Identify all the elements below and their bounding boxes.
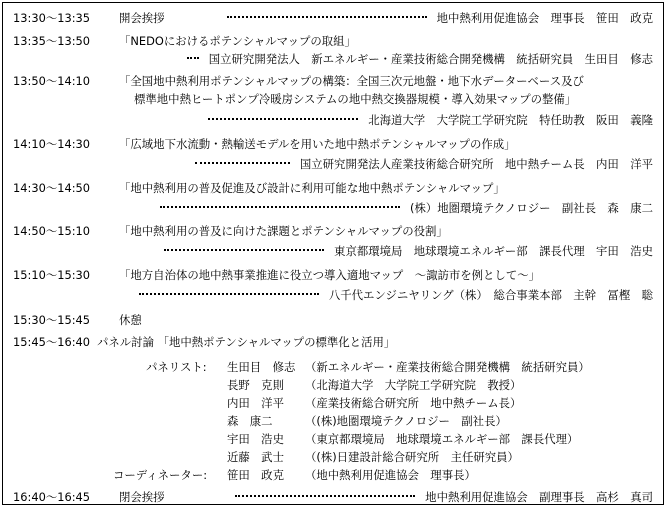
panelists-label: パネリスト: bbox=[146, 360, 207, 374]
panelist-name: 森 康二 bbox=[227, 414, 273, 428]
speaker: 地中熱利用促進協会 理事長 笹田 政克 bbox=[436, 11, 653, 25]
panelist-affiliation: （新エネルギー・産業技術総合開発機構 統括研究員） bbox=[305, 360, 590, 374]
leader-dots bbox=[187, 57, 199, 59]
session-title: 「NEDOにおけるポテンシャルマップの取組」 bbox=[119, 34, 356, 48]
time-slot: 14:10～14:30 bbox=[13, 137, 91, 151]
speaker: (株）地圏環境テクノロジー 副社長 森 康二 bbox=[410, 201, 653, 215]
coordinator-name: 笹田 政克 bbox=[227, 468, 284, 482]
panelist-name: 近藤 武士 bbox=[227, 450, 284, 464]
program-row bbox=[3, 73, 663, 89]
leader-dots bbox=[235, 495, 415, 497]
panelist-affiliation: （産業技術総合研究所 地中熱チーム長） bbox=[305, 396, 522, 410]
panelist-affiliation: （(株)日建設計総合研究所 主任研究員） bbox=[305, 450, 519, 464]
speaker-row bbox=[3, 156, 663, 172]
time-slot: 15:30～15:45 bbox=[13, 313, 91, 327]
program-row bbox=[3, 334, 663, 350]
session-title-line2: 標準地中熱ヒートポンプ冷暖房システムの地中熱交換器規模・導入効果マップの整備」 bbox=[134, 92, 577, 106]
coordinator-label: コーディネーター: bbox=[113, 468, 208, 482]
time-slot: 13:50～14:10 bbox=[13, 74, 91, 88]
program-row bbox=[3, 312, 663, 328]
panelist-row bbox=[3, 395, 663, 411]
session-title: 閉会挨拶 bbox=[119, 490, 165, 504]
time-slot: 14:30～14:50 bbox=[13, 181, 91, 195]
time-slot: 15:10～15:30 bbox=[13, 268, 91, 282]
panelist-row bbox=[3, 449, 663, 465]
coordinator-affiliation: （地中熱利用促進協会 理事長） bbox=[305, 468, 476, 482]
leader-dots bbox=[160, 206, 400, 208]
panelist-name: 内田 洋平 bbox=[227, 396, 284, 410]
time-slot: 13:35～13:50 bbox=[13, 34, 91, 48]
panelist-row bbox=[3, 377, 663, 393]
program-row bbox=[3, 489, 663, 505]
session-title: 開会挨拶 bbox=[119, 11, 165, 25]
session-title: 「地中熱利用の普及に向けた課題とポテンシャルマップの役割」 bbox=[119, 224, 448, 238]
panelist-name: 宇田 浩史 bbox=[227, 432, 284, 446]
coordinator-row bbox=[3, 467, 663, 483]
program-row bbox=[3, 10, 663, 26]
panelist-row bbox=[3, 431, 663, 447]
speaker: 国立研究開発法人 新エネルギー・産業技術総合開発機構 統括研究員 生田目 修志 bbox=[208, 52, 653, 66]
panelist-row bbox=[3, 413, 663, 429]
session-title: 「地方自治体の地中熱事業推進に役立つ導入適地マップ ～諏訪市を例として～」 bbox=[119, 268, 540, 282]
program-row bbox=[3, 223, 663, 239]
session-title: パネル討論 「地中熱ポテンシャルマップの標準化と活用」 bbox=[97, 335, 396, 349]
leader-dots bbox=[208, 118, 358, 120]
program-row bbox=[3, 33, 663, 49]
speaker-row bbox=[3, 287, 663, 303]
leader-dots bbox=[139, 293, 319, 295]
session-title-line1: 「全国地中熱利用ポテンシャルマップの構築：全国三次元地盤・地下水データーベース及び bbox=[119, 74, 584, 88]
program-row bbox=[3, 267, 663, 283]
panelist-row bbox=[3, 359, 663, 375]
program-row bbox=[3, 136, 663, 152]
program-row bbox=[3, 180, 663, 196]
time-slot: 16:40～16:45 bbox=[13, 490, 91, 504]
panelist-affiliation: （北海道大学 大学院工学研究院 教授） bbox=[305, 378, 522, 392]
panelist-affiliation: （東京都環境局 地球環境エネルギー部 課長代理） bbox=[305, 432, 579, 446]
speaker: 北海道大学 大学院工学研究院 特任助教 阪田 義隆 bbox=[368, 113, 653, 127]
speaker: 東京都環境局 地球環境エネルギー部 課長代理 宇田 浩史 bbox=[334, 244, 653, 258]
speaker-row bbox=[3, 243, 663, 259]
program-table bbox=[2, 2, 664, 505]
session-title: 「広域地下水流動・熱輸送モデルを用いた地中熱ポテンシャルマップの作成」 bbox=[119, 137, 516, 151]
speaker: 地中熱利用促進協会 副理事長 高杉 真司 bbox=[425, 490, 653, 504]
leader-dots bbox=[195, 162, 290, 164]
speaker: 八千代エンジニヤリング（株） 総合事業本部 主幹 冨樫 聡 bbox=[328, 288, 653, 302]
speaker-row bbox=[3, 200, 663, 216]
leader-dots bbox=[227, 16, 427, 18]
title-continuation bbox=[3, 91, 663, 107]
panelist-name: 生田目 修志 bbox=[227, 360, 296, 374]
speaker: 国立研究開発法人産業技術総合研究所 地中熱チーム長 内田 洋平 bbox=[299, 157, 653, 171]
session-title: 「地中熱利用の普及促進及び設計に利用可能な地中熱ポテンシャルマップ」 bbox=[119, 181, 505, 195]
panelist-affiliation: （(株)地圏環境テクノロジー 副社長） bbox=[305, 414, 507, 428]
time-slot: 14:50～15:10 bbox=[13, 224, 91, 238]
session-title: 休憩 bbox=[119, 313, 142, 327]
time-slot: 13:30～13:35 bbox=[13, 11, 91, 25]
speaker-row bbox=[3, 112, 663, 128]
time-slot: 15:45～16:40 bbox=[13, 335, 91, 349]
leader-dots bbox=[164, 249, 324, 251]
speaker-row bbox=[3, 51, 663, 67]
panelist-name: 長野 克則 bbox=[227, 378, 284, 392]
